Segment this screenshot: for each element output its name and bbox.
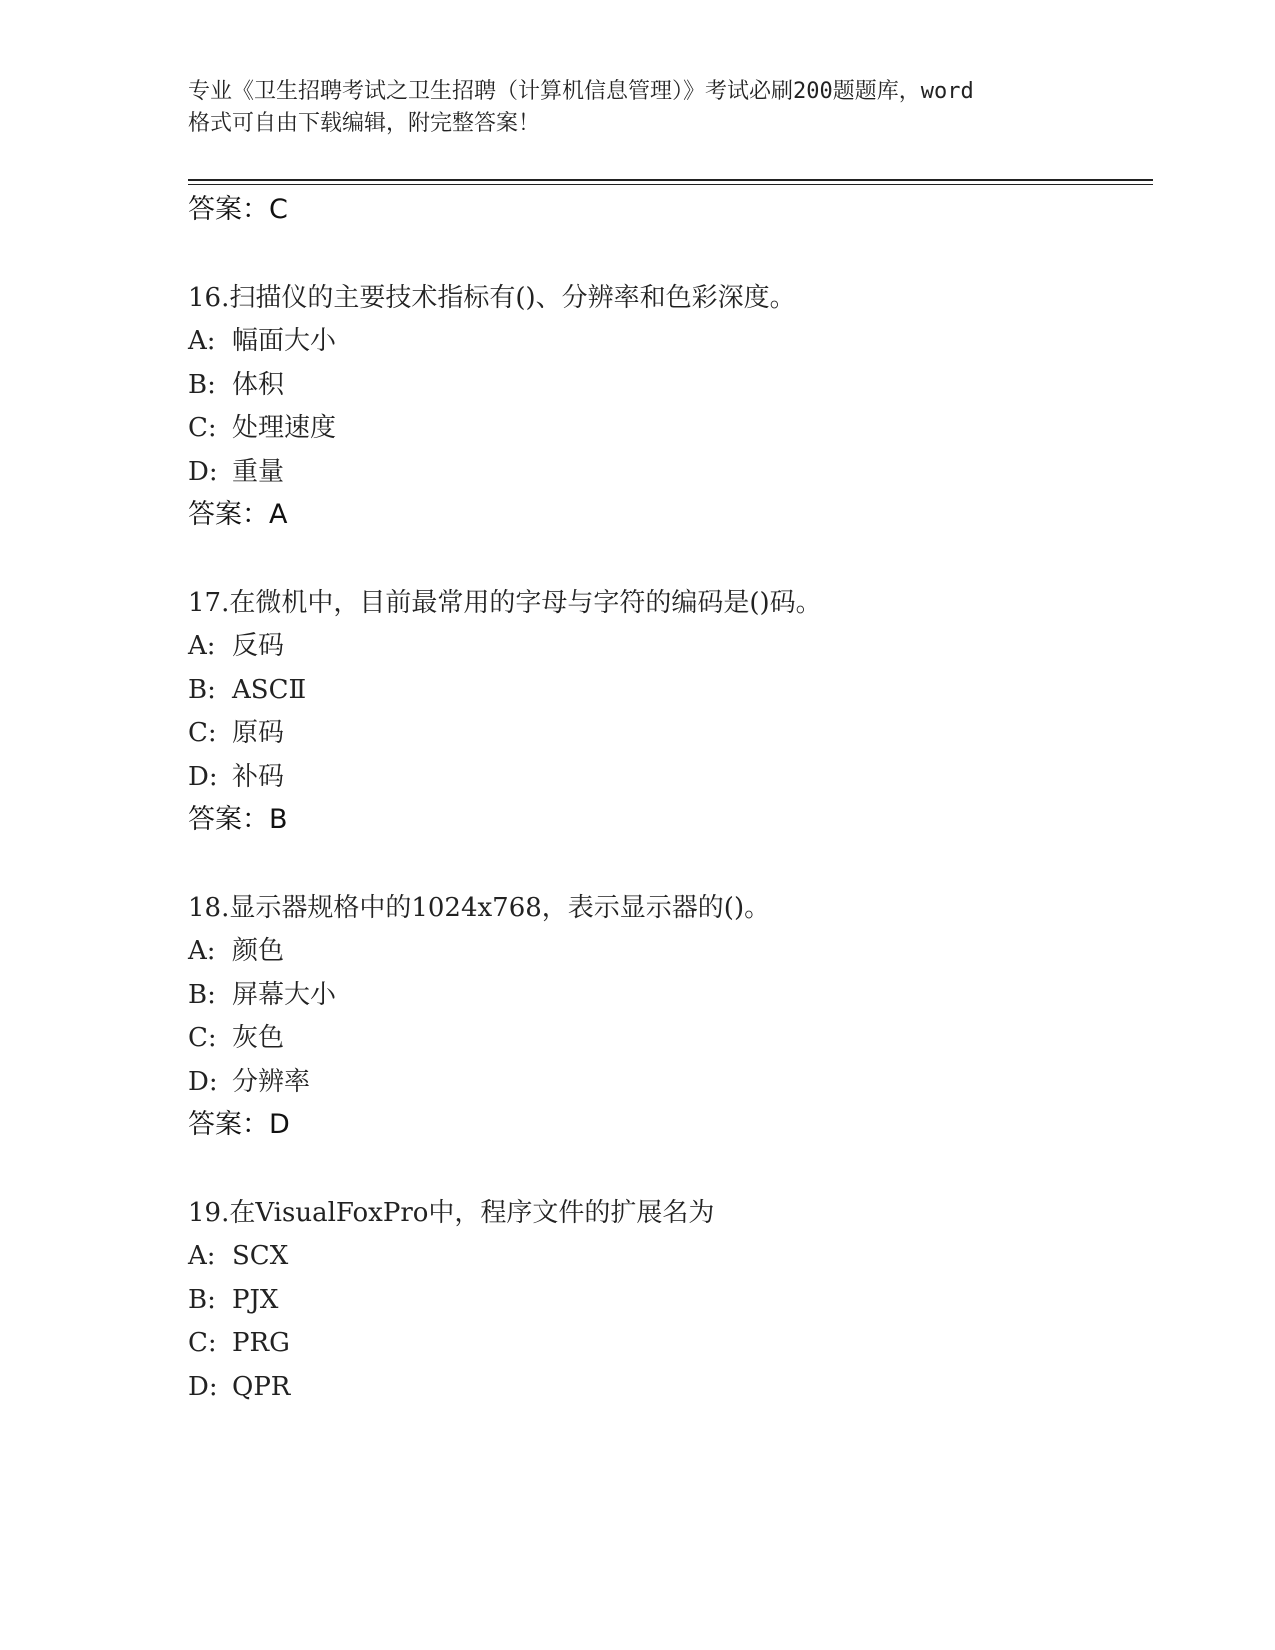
header-divider-thick	[188, 179, 1153, 181]
option-text: 处理速度	[232, 413, 337, 443]
option-key: A:	[188, 936, 216, 966]
option-text: 分辨率	[232, 1067, 311, 1097]
option-text: 幅面大小	[232, 326, 337, 356]
header-line-2: 格式可自由下载编辑，附完整答案！	[188, 111, 541, 136]
option-text: 重量	[232, 457, 285, 487]
option-text: 灰色	[232, 1023, 285, 1053]
header-line-1: 专业《卫生招聘考试之卫生招聘（计算机信息管理）》考试必刷200题题库，word	[188, 79, 974, 104]
option-text: PRG	[232, 1328, 290, 1358]
question-18-option-a	[188, 933, 284, 969]
option-text: 体积	[232, 370, 285, 400]
question-16: 16.扫描仪的主要技术指标有()、分辨率和色彩深度。	[188, 283, 796, 313]
option-text: 反码	[232, 631, 285, 661]
option-key: A:	[188, 1241, 216, 1271]
question-17-option-a	[188, 628, 284, 664]
option-text: SCX	[232, 1241, 289, 1271]
question-17-option-b	[188, 672, 306, 708]
option-key: D:	[188, 457, 218, 487]
option-text: QPR	[232, 1372, 291, 1402]
question-19-option-b	[188, 1282, 278, 1318]
question-18: 18.显示器规格中的1024x768，表示显示器的()。	[188, 893, 771, 923]
option-text: 原码	[232, 718, 285, 748]
question-18-option-c	[188, 1020, 284, 1056]
question-17-option-c	[188, 715, 284, 751]
question-16-option-c	[188, 410, 336, 446]
option-key: C:	[188, 1328, 217, 1358]
answer-17: 答案：B	[188, 804, 288, 835]
question-19: 19.在VisualFoxPro中，程序文件的扩展名为	[188, 1198, 715, 1228]
question-17: 17.在微机中，目前最常用的字母与字符的编码是()码。	[188, 588, 822, 618]
option-key: C:	[188, 413, 217, 443]
option-text: 补码	[232, 762, 285, 792]
question-19-option-c	[188, 1325, 290, 1361]
option-key: B:	[188, 675, 216, 705]
option-key: C:	[188, 718, 217, 748]
answer-18: 答案：D	[188, 1109, 290, 1140]
question-16-option-b	[188, 367, 284, 403]
option-text: 屏幕大小	[232, 980, 337, 1010]
option-key: D:	[188, 762, 218, 792]
option-text: PJX	[232, 1285, 279, 1315]
option-key: A:	[188, 326, 216, 356]
document-header	[188, 76, 1088, 140]
option-key: C:	[188, 1023, 217, 1053]
answer-prev: 答案：C	[188, 194, 288, 225]
option-key: D:	[188, 1372, 218, 1402]
option-text: 颜色	[232, 936, 285, 966]
question-18-option-d	[188, 1064, 310, 1100]
option-key: B:	[188, 980, 216, 1010]
question-19-option-d	[188, 1369, 290, 1405]
answer-16: 答案：A	[188, 499, 288, 530]
option-text: ASCⅡ	[232, 675, 307, 705]
question-17-option-d	[188, 759, 284, 795]
option-key: A:	[188, 631, 216, 661]
question-18-option-b	[188, 977, 336, 1013]
option-key: D:	[188, 1067, 218, 1097]
option-key: B:	[188, 370, 216, 400]
header-divider-thin	[188, 184, 1153, 185]
question-16-option-a	[188, 323, 336, 359]
option-key: B:	[188, 1285, 216, 1315]
question-19-option-a	[188, 1238, 288, 1274]
question-16-option-d	[188, 454, 284, 490]
